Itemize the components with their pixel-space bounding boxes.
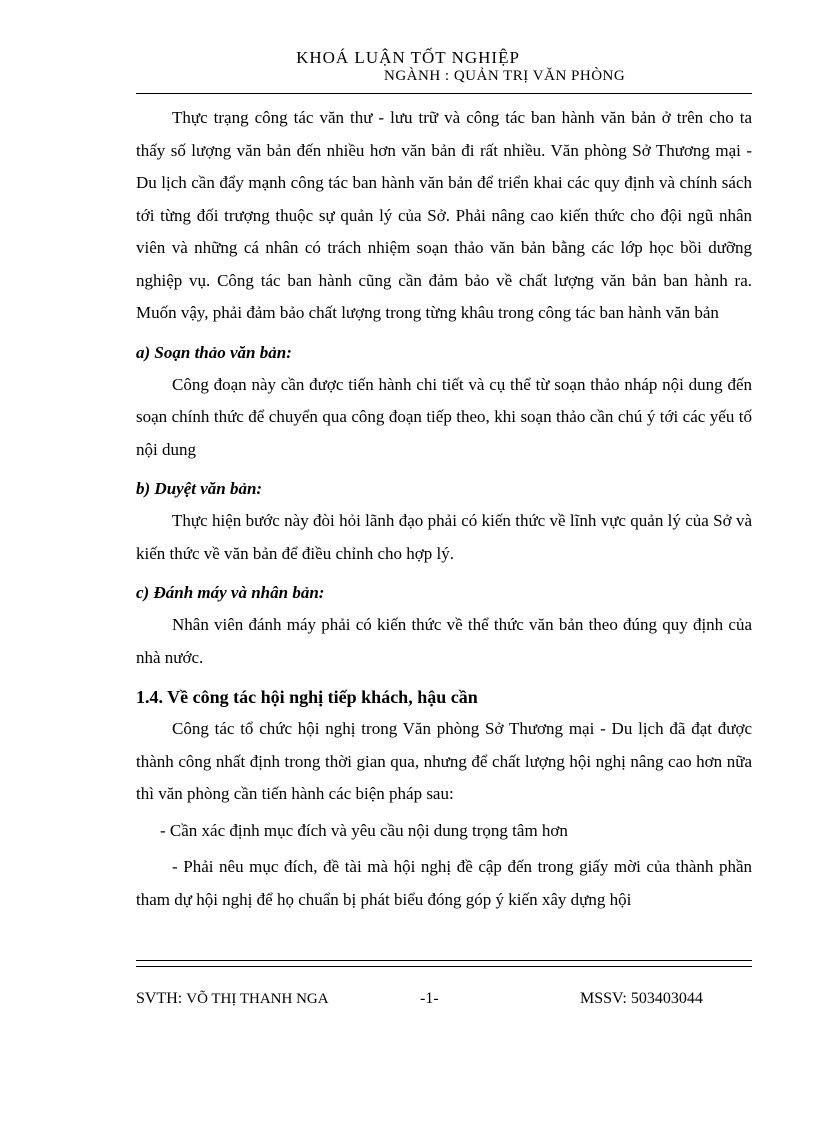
footer-page-number: -1- [420,990,439,1007]
header-rule [136,93,752,94]
section-a-heading: a) Soạn thảo văn bản: [136,342,292,362]
footer-mssv: MSSV: 503403044 [580,990,703,1007]
page-header-title: KHOÁ LUẬN TỐT NGHIỆP [296,48,520,67]
document-body [136,102,752,916]
footer-svth-label: SVTH: [136,990,183,1007]
section-1-4-heading: 1.4. Về công tác hội nghị tiếp khách, hậu cần [136,687,478,707]
footer-student-name: VÕ THỊ THANH NGA [186,991,329,1007]
section-c-paragraph: Nhân viên đánh máy phải có kiến thức về thể thức văn bản theo đúng quy định của nhà nước. [136,615,752,667]
footer-rule-upper [136,960,752,961]
footer-rule-lower [136,966,752,967]
bullet-item-1: - Cần xác định mục đích và yêu cầu nội dung trọng tâm hơn [160,820,568,840]
section-b-paragraph: Thực hiện bước này đòi hỏi lãnh đạo phải có kiến thức về lĩnh vực quản lý của Sở và kiến thức về văn bản để điều chỉnh cho hợp lý. [136,511,752,563]
section-c-heading: c) Đánh máy và nhân bản: [136,583,325,602]
page-header-subtitle: NGÀNH : QUẢN TRỊ VĂN PHÒNG [384,68,626,84]
intro-paragraph: Thực trạng công tác văn thư - lưu trữ và công tác ban hành văn bản ở trên cho ta thấy số lượng văn bản đến nhiều hơn văn bản đi rất nhiều. Văn phòng Sở Thương mại - Du lịch cần đẩy mạnh công tác ban hành văn bản để triển khai các quy định và chính sách tới từng đối trượng thuộc sự quản lý của Sở. Phải nâng cao kiến thức cho đội ngũ nhân viên và những cá nhân có trách nhiệm soạn thảo văn bản bằng các lớp học bồi dưỡng nghiệp vụ. Công tác ban hành cũng cần đảm bảo về chất lượng văn bản ban hành ra. Muốn vậy, phải đảm bảo chất lượng trong từng khâu trong công tác ban hành văn bản [136,108,752,322]
section-a-paragraph: Công đoạn này cần được tiến hành chi tiết và cụ thể từ soạn thảo nháp nội dung đến soạn chính thức để chuyển qua công đoạn tiếp theo, khi soạn thảo cần chú ý tới các yếu tố nội dung [136,374,752,459]
section-1-4-paragraph: Công tác tổ chức hội nghị trong Văn phòng Sở Thương mại - Du lịch đã đạt được thành công nhất định trong thời gian qua, nhưng để chất lượng hội nghị nâng cao hơn nữa thì văn phòng cần tiến hành các biện pháp sau: [136,719,752,803]
footer-student [136,990,329,1008]
bullet-item-2: - Phải nêu mục đích, đề tài mà hội nghị đề cập đến trong giấy mời của thành phần tham dự hội nghị để họ chuẩn bị phát biểu đóng góp ý kiến xây dựng hội [136,857,752,909]
section-b-heading: b) Duyệt văn bản: [136,479,263,498]
